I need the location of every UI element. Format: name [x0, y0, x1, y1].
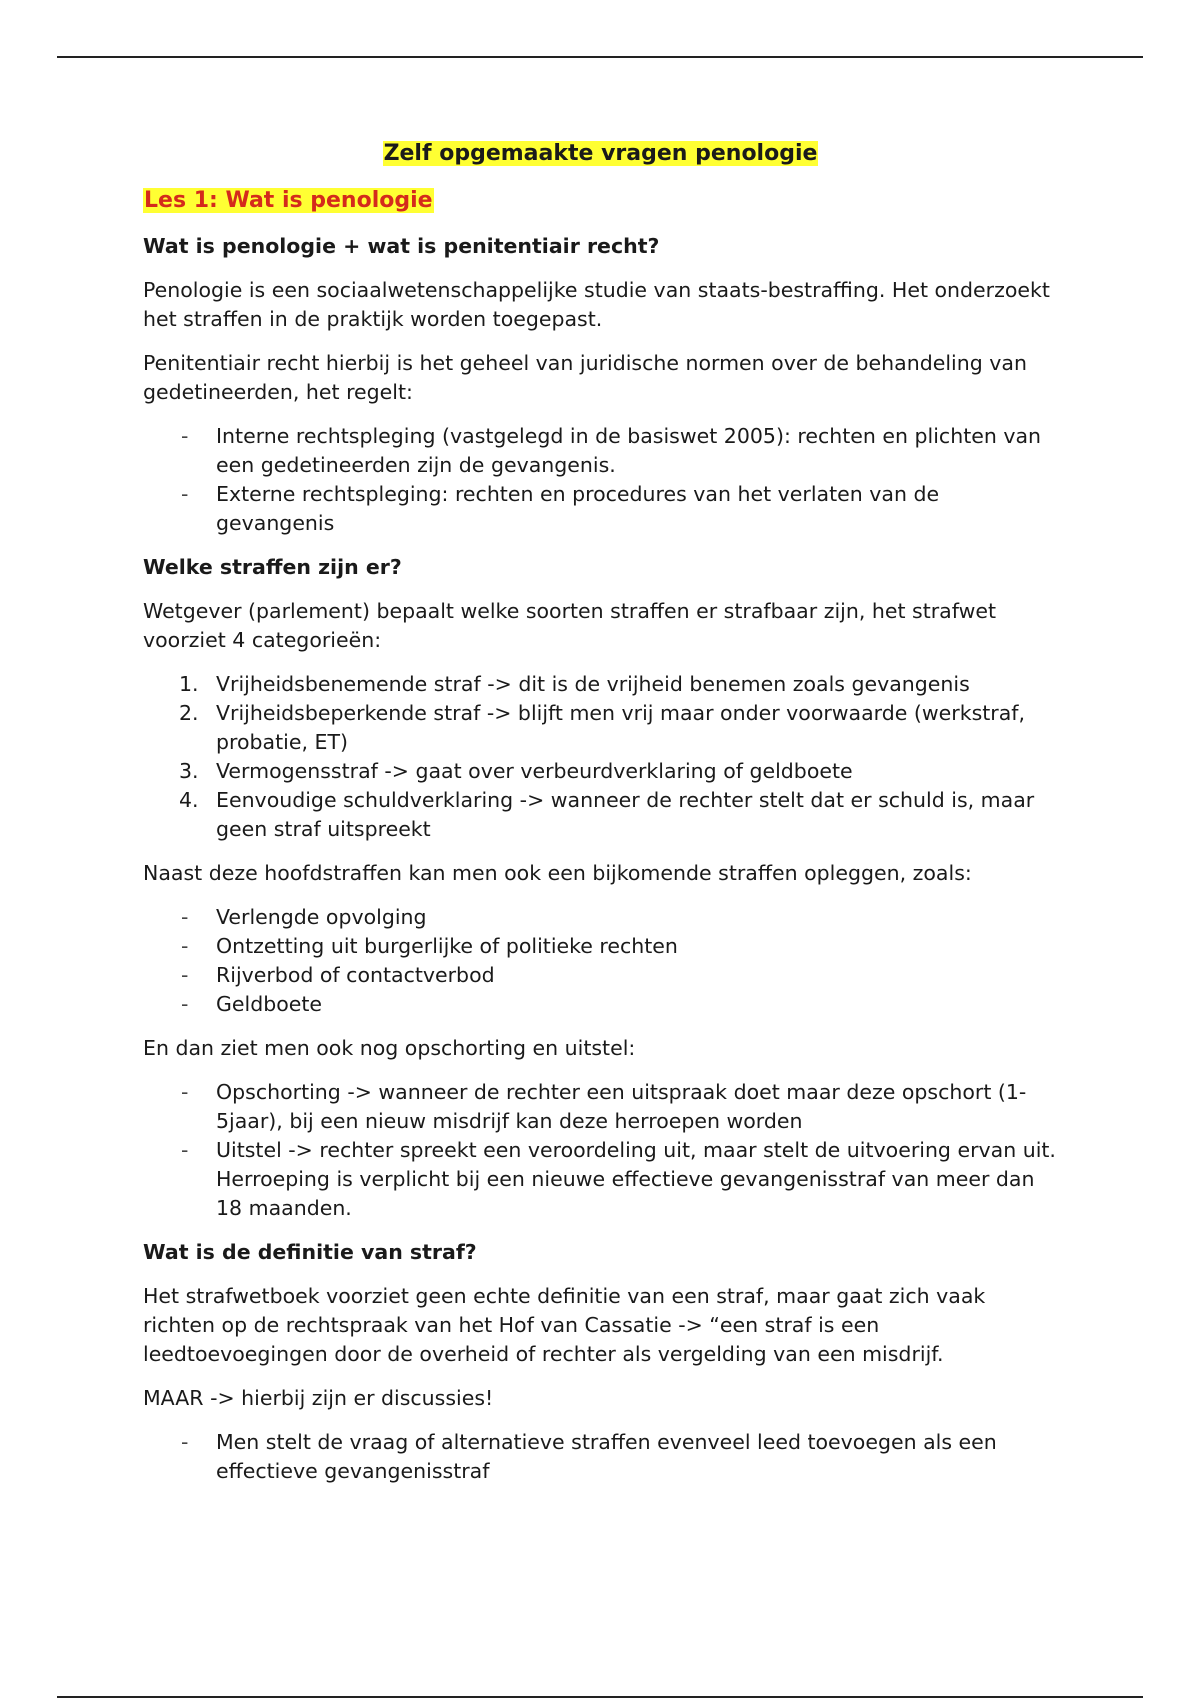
list-item: [143, 422, 1058, 480]
list-item-text: Verlengde opvolging: [216, 905, 427, 929]
number-marker: 4.: [179, 788, 199, 812]
list-opschorting-uitstel: [143, 1078, 1058, 1223]
number-marker: 3.: [179, 759, 199, 783]
paragraph-opschorting-uitstel: En dan ziet men ook nog opschorting en uitstel:: [143, 1036, 636, 1060]
list-rechtspleging: [143, 422, 1058, 538]
header-rule: [57, 56, 1143, 58]
list-item-text: Rijverbod of contactverbod: [216, 963, 495, 987]
numbered-list-categorieen: [143, 670, 1058, 844]
paragraph-strafwetboek: Het strafwetboek voorziet geen echte definitie van een straf, maar gaat zich vaak richten op de rechtspraak van het Hof van Cassatie -> “een straf is een leedtoevoegingen door de overheid of rechter als vergelding van een misdrijf.: [143, 1284, 986, 1366]
numbered-item: [143, 786, 1058, 844]
list-item: [143, 1078, 1058, 1136]
document-title: Zelf opgemaakte vragen penologie: [383, 141, 818, 166]
title-block: [143, 138, 1058, 169]
list-item: [143, 961, 1058, 990]
paragraph-wetgever: Wetgever (parlement) bepaalt welke soorten straffen er strafbaar zijn, het strafwet voorziet 4 categorieën:: [143, 599, 997, 652]
numbered-item: [143, 670, 1058, 699]
numbered-item: [143, 757, 1058, 786]
list-item-text: Geldboete: [216, 992, 323, 1016]
document-body: [143, 138, 1058, 1501]
list-item-text: Uitstel -> rechter spreekt een veroordeling uit, maar stelt de uitvoering ervan uit. Herroeping is verplicht bij een nieuwe effectieve gevangenisstraf van meer dan 18 maanden.: [216, 1138, 1056, 1220]
list-item-text: Ontzetting uit burgerlijke of politieke rechten: [216, 934, 678, 958]
dash-marker: -: [181, 1430, 189, 1454]
question-heading-penologie: Wat is penologie + wat is penitentiair recht?: [143, 234, 660, 258]
number-marker: 1.: [179, 672, 199, 696]
paragraph-penitentiair-recht: Penitentiair recht hierbij is het geheel van juridische normen over de behandeling van gedetineerden, het regelt:: [143, 351, 1027, 404]
question-heading-definitie: Wat is de definitie van straf?: [143, 1240, 477, 1264]
number-marker: 2.: [179, 701, 199, 725]
numbered-item-text: Vermogensstraf -> gaat over verbeurdverklaring of geldboete: [216, 759, 853, 783]
numbered-item-text: Vrijheidsbenemende straf -> dit is de vrijheid benemen zoals gevangenis: [216, 672, 970, 696]
list-item: [143, 932, 1058, 961]
dash-marker: -: [181, 963, 189, 987]
dash-marker: -: [181, 1138, 189, 1162]
list-item-text: Interne rechtspleging (vastgelegd in de basiswet 2005): rechten en plichten van een gedetineerden zijn de gevangenis.: [216, 424, 1042, 477]
numbered-item-text: Vrijheidsbeperkende straf -> blijft men vrij maar onder voorwaarde (werkstraf, probatie, ET): [216, 701, 1026, 754]
lesson-heading-block: [143, 185, 1058, 216]
list-item-text: Men stelt de vraag of alternatieve straffen evenveel leed toevoegen als een effectieve gevangenisstraf: [216, 1430, 997, 1483]
list-bijkomende-straffen: [143, 903, 1058, 1019]
paragraph-penologie-definition: Penologie is een sociaalwetenschappelijke studie van staats-bestraffing. Het onderzoekt het straffen in de praktijk worden toegepast.: [143, 278, 1050, 331]
footer-rule: [57, 1696, 1143, 1698]
lesson-heading: Les 1: Wat is penologie: [144, 188, 433, 213]
dash-marker: -: [181, 1080, 189, 1104]
list-item-text: Externe rechtspleging: rechten en procedures van het verlaten van de gevangenis: [216, 482, 940, 535]
numbered-item-text: Eenvoudige schuldverklaring -> wanneer de rechter stelt dat er schuld is, maar geen straf uitspreekt: [216, 788, 1035, 841]
dash-marker: -: [181, 992, 189, 1016]
list-item: [143, 480, 1058, 538]
list-item: [143, 1136, 1058, 1223]
dash-marker: -: [181, 905, 189, 929]
list-item: [143, 990, 1058, 1019]
dash-marker: -: [181, 934, 189, 958]
paragraph-bijkomende-straffen: Naast deze hoofdstraffen kan men ook een bijkomende straffen opleggen, zoals:: [143, 861, 972, 885]
list-item: [143, 1428, 1058, 1486]
list-item-text: Opschorting -> wanneer de rechter een uitspraak doet maar deze opschort (1-5jaar), bij een nieuw misdrijf kan deze herroepen worden: [216, 1080, 1027, 1133]
paragraph-discussies: MAAR -> hierbij zijn er discussies!: [143, 1386, 494, 1410]
list-discussies: [143, 1428, 1058, 1486]
dash-marker: -: [181, 482, 189, 506]
question-heading-straffen: Welke straffen zijn er?: [143, 555, 402, 579]
list-item: [143, 903, 1058, 932]
numbered-item: [143, 699, 1058, 757]
dash-marker: -: [181, 424, 189, 448]
